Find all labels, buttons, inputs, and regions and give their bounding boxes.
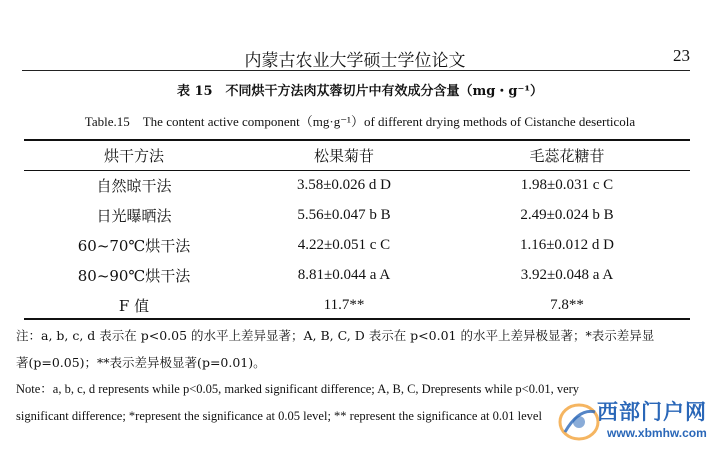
- row-method: 自然晾干法: [96, 176, 172, 195]
- table-bottom-rule: [24, 318, 690, 320]
- row-acteoside: 1.98±0.031 c C: [520, 176, 614, 193]
- row-acteoside: 1.16±0.012 d D: [519, 236, 615, 253]
- page-number: 23: [673, 46, 690, 65]
- row-acteoside: 2.49±0.024 b B: [520, 206, 614, 223]
- table-caption-cn: 表 15 不同烘干方法肉苁蓉切片中有效成分含量（mg・g⁻¹）: [176, 84, 544, 99]
- col-header-method: 烘干方法: [103, 146, 164, 165]
- note-cn-line1: 注：a, b, c, d 表示在 p<0.05 的水平上差异显著；A, B, C, D 表示在 p<0.01 的水平上差异极显著；*表示差异显: [16, 328, 655, 343]
- page-header: [20, 44, 690, 70]
- table-row: [24, 170, 690, 200]
- table-row: [24, 230, 690, 260]
- thesis-title: 内蒙古农业大学硕士学位论文: [244, 51, 466, 71]
- watermark-url: www.xbmhw.com: [607, 426, 707, 440]
- header-divider: [22, 70, 690, 71]
- row-method: F 值: [118, 296, 150, 315]
- row-method: 80~90℃烘干法: [77, 266, 191, 285]
- table-row: [24, 260, 690, 290]
- watermark-site-name: 西部门户网: [597, 399, 707, 424]
- content-table: [24, 140, 690, 320]
- col-header-echinacoside: 松果菊苷: [313, 146, 374, 165]
- table-row: [24, 290, 690, 320]
- row-echinacoside: 11.7**: [323, 296, 365, 313]
- table-header-rule: [24, 170, 690, 171]
- table-caption-en: Table.15 The content active component（mg·g⁻¹）of different drying methods of Cistanche deserticola: [84, 114, 636, 129]
- row-acteoside: 7.8**: [550, 296, 584, 313]
- row-method: 日光曝晒法: [96, 206, 172, 225]
- note-cn-line2: 著(p=0.05)；**表示差异极显著(p=0.01)。: [16, 355, 266, 370]
- table-row: [24, 200, 690, 230]
- row-echinacoside: 3.58±0.026 d D: [296, 176, 392, 193]
- row-echinacoside: 5.56±0.047 b B: [297, 206, 391, 223]
- row-echinacoside: 4.22±0.051 c C: [297, 236, 391, 253]
- col-header-acteoside: 毛蕊花糖苷: [529, 146, 605, 165]
- row-acteoside: 3.92±0.048 a A: [520, 266, 614, 283]
- note-en-line2: significant difference; *represent the significance at 0.05 level; ** represent the significance at 0.01 level: [16, 409, 542, 423]
- row-method: 60~70℃烘干法: [77, 236, 191, 255]
- watermark: [555, 396, 720, 451]
- table-header-row: [24, 140, 690, 170]
- row-echinacoside: 8.81±0.044 a A: [297, 266, 391, 283]
- note-en-line1: Note：a, b, c, d represents while p<0.05, marked significant difference; A, B, C, Drepresents while p<0.01, very: [16, 382, 580, 396]
